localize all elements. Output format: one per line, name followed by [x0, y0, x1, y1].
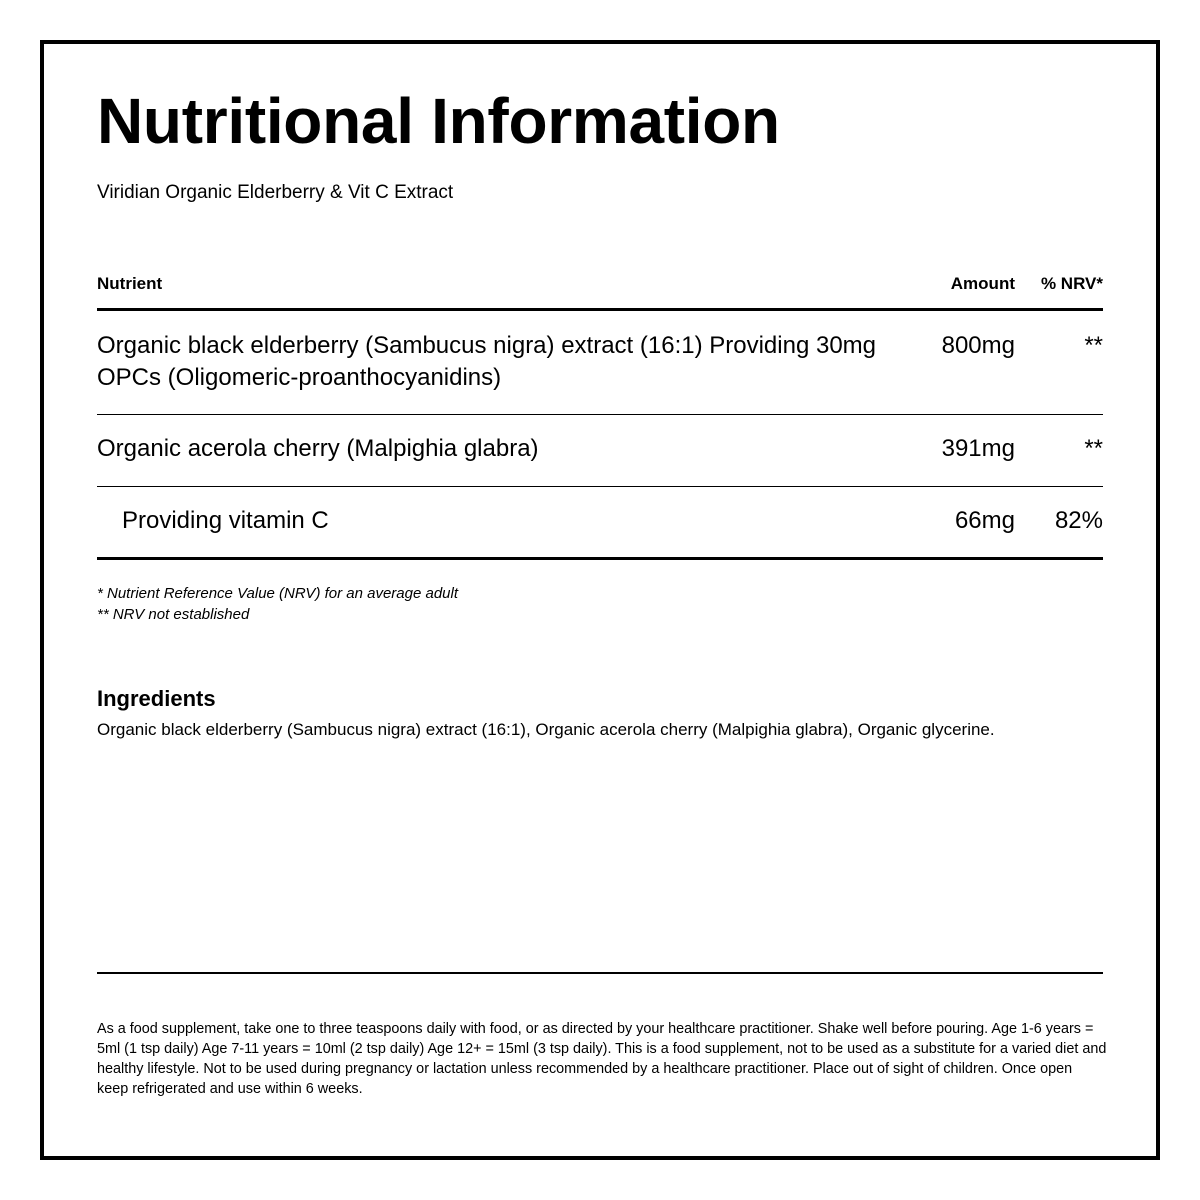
table-header	[97, 270, 1103, 311]
table-row	[97, 487, 1103, 560]
nutrient-name: Organic black elderberry (Sambucus nigra) extract (16:1) Providing 30mg OPCs (Oligomeric-proanthocyanidins)	[97, 332, 877, 391]
ingredients-heading: Ingredients	[97, 686, 216, 711]
footnotes	[97, 583, 458, 625]
table-row	[97, 415, 1103, 487]
nutrient-amount: 800mg	[941, 332, 1015, 359]
nutrition-table	[97, 270, 1103, 560]
page-title: Nutritional Information	[97, 85, 780, 157]
ingredients-list: Organic black elderberry (Sambucus nigra) extract (16:1), Organic acerola cherry (Malpighia glabra), Organic glycerine.	[97, 720, 995, 739]
column-header-nutrient: Nutrient	[97, 274, 163, 293]
column-header-amount: Amount	[950, 274, 1015, 293]
nutrient-amount: 391mg	[941, 435, 1015, 462]
directions-text: As a food supplement, take one to three teaspoons daily with food, or as directed by your healthcare practitioner. Shake well before pouring. Age 1-6 years = 5ml (1 tsp daily) Age 7-11 years = 10ml (2 tsp daily) Age 12+ = 15ml (3 tsp daily). This is a food supplement, not to be used as a substitute for a varied diet and healthy lifestyle. Not to be used during pregnancy or lactation unless recommended by a healthcare practitioner. Place out of sight of children. Once open keep refrigerated and use within 6 weeks.	[97, 1021, 1107, 1097]
footnote-nrv-definition: * Nutrient Reference Value (NRV) for an average adult	[97, 585, 459, 602]
footnote-nrv-not-established: ** NRV not established	[97, 606, 250, 623]
column-header-nrv: % NRV*	[1040, 274, 1103, 293]
nutrient-nrv: **	[1084, 332, 1103, 359]
table-row	[97, 311, 1103, 415]
nutrient-amount: 66mg	[954, 507, 1015, 534]
nutrient-nrv: **	[1084, 435, 1103, 462]
nutrient-name: Organic acerola cherry (Malpighia glabra)	[97, 435, 539, 462]
nutrient-nrv: 82%	[1054, 507, 1103, 534]
product-name: Viridian Organic Elderberry & Vit C Extract	[97, 182, 454, 203]
nutrient-name: Providing vitamin C	[122, 507, 329, 534]
divider	[97, 972, 1103, 974]
